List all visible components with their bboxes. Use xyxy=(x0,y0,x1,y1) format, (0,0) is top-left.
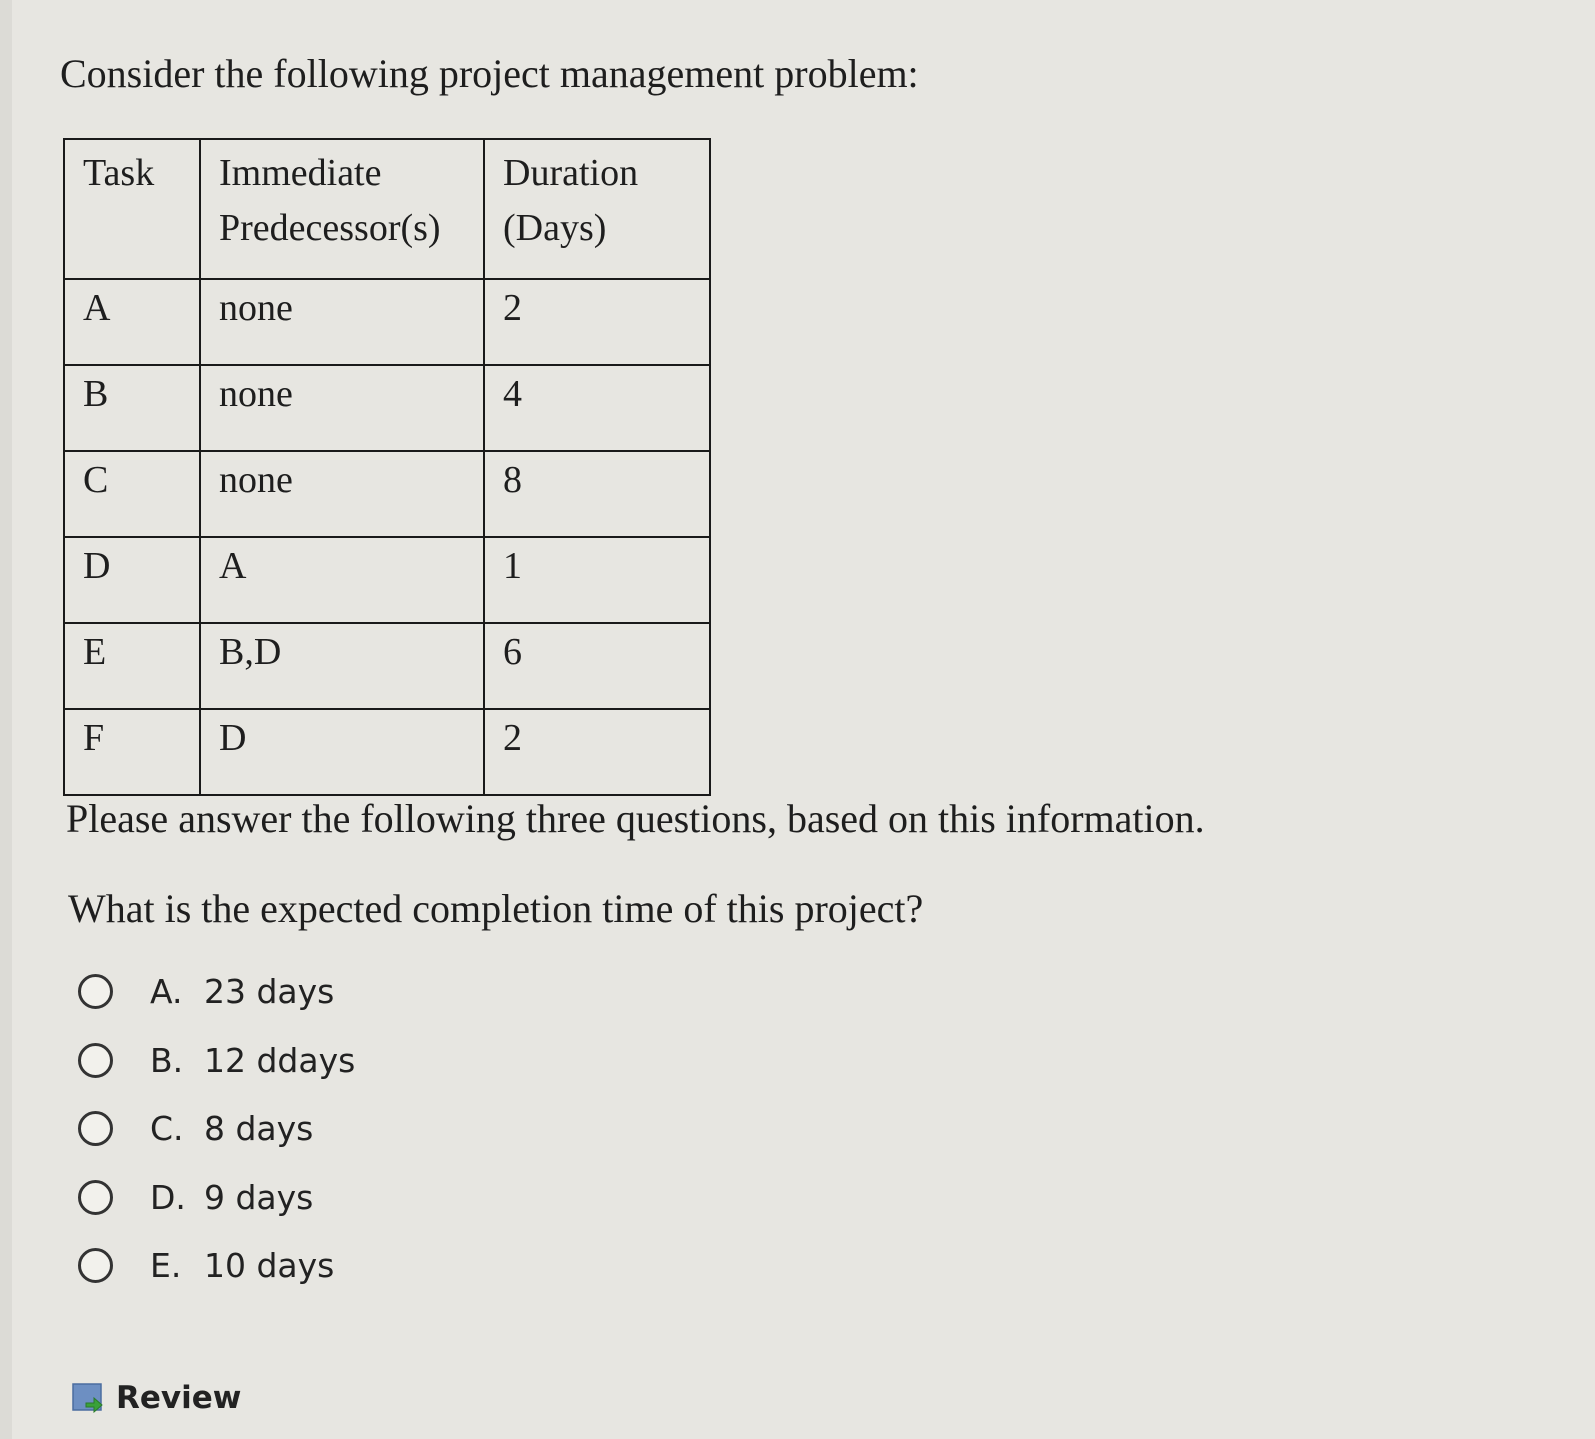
option-b[interactable] xyxy=(78,1041,355,1110)
review-button[interactable] xyxy=(72,1380,241,1416)
option-text: 8 days xyxy=(204,1109,314,1148)
cell-predecessors: none xyxy=(200,279,484,365)
cell-task: B xyxy=(64,365,200,451)
option-a[interactable] xyxy=(78,972,355,1041)
option-text: 10 days xyxy=(204,1246,335,1285)
cell-predecessors: D xyxy=(200,709,484,795)
cell-duration: 6 xyxy=(484,623,710,709)
cell-duration: 2 xyxy=(484,709,710,795)
cell-duration: 4 xyxy=(484,365,710,451)
task-table xyxy=(63,138,711,796)
radio-button[interactable] xyxy=(78,1111,113,1146)
option-letter: C. xyxy=(150,1109,184,1148)
option-letter: A. xyxy=(150,972,183,1011)
option-c[interactable] xyxy=(78,1109,355,1178)
table-row xyxy=(64,279,710,365)
instructions-text: Please answer the following three questions, based on this information. xyxy=(66,796,1205,841)
option-letter: D. xyxy=(150,1177,186,1217)
header-predecessors-label: Immediate Predecessor(s) xyxy=(219,152,441,249)
cell-predecessors: A xyxy=(200,537,484,623)
review-label: Review xyxy=(116,1380,242,1416)
header-duration xyxy=(484,139,710,279)
question-text: What is the expected completion time of this project? xyxy=(68,886,924,931)
answer-options xyxy=(78,972,355,1315)
option-e[interactable] xyxy=(78,1246,355,1315)
table-row xyxy=(64,365,710,451)
radio-button[interactable] xyxy=(78,974,113,1009)
cell-duration: 8 xyxy=(484,451,710,537)
radio-button[interactable] xyxy=(78,1043,113,1078)
table-row xyxy=(64,623,710,709)
table-header-row xyxy=(64,139,710,279)
review-icon xyxy=(72,1383,104,1413)
table-row xyxy=(64,537,710,623)
cell-task: F xyxy=(64,709,200,795)
option-letter: B. xyxy=(150,1040,184,1080)
cell-duration: 1 xyxy=(484,537,710,623)
cell-predecessors: none xyxy=(200,365,484,451)
option-text: 23 days xyxy=(204,972,335,1011)
cell-task: D xyxy=(64,537,200,623)
option-text: 9 days xyxy=(204,1177,314,1217)
cell-task: C xyxy=(64,451,200,537)
table-row xyxy=(64,709,710,795)
header-duration-label: Duration (Days) xyxy=(503,152,639,249)
radio-button[interactable] xyxy=(78,1248,113,1283)
cell-duration: 2 xyxy=(484,279,710,365)
cell-predecessors: none xyxy=(200,451,484,537)
option-d[interactable] xyxy=(78,1178,355,1247)
intro-text: Consider the following project management problem: xyxy=(60,51,919,96)
cell-task: A xyxy=(64,279,200,365)
header-task: Task xyxy=(64,139,200,279)
radio-button[interactable] xyxy=(78,1180,113,1215)
option-text: 12 ddays xyxy=(204,1040,356,1080)
cell-predecessors: B,D xyxy=(200,623,484,709)
page-edge xyxy=(0,0,12,1439)
option-letter: E. xyxy=(150,1246,182,1285)
cell-task: E xyxy=(64,623,200,709)
header-predecessors xyxy=(200,139,484,279)
table-row xyxy=(64,451,710,537)
